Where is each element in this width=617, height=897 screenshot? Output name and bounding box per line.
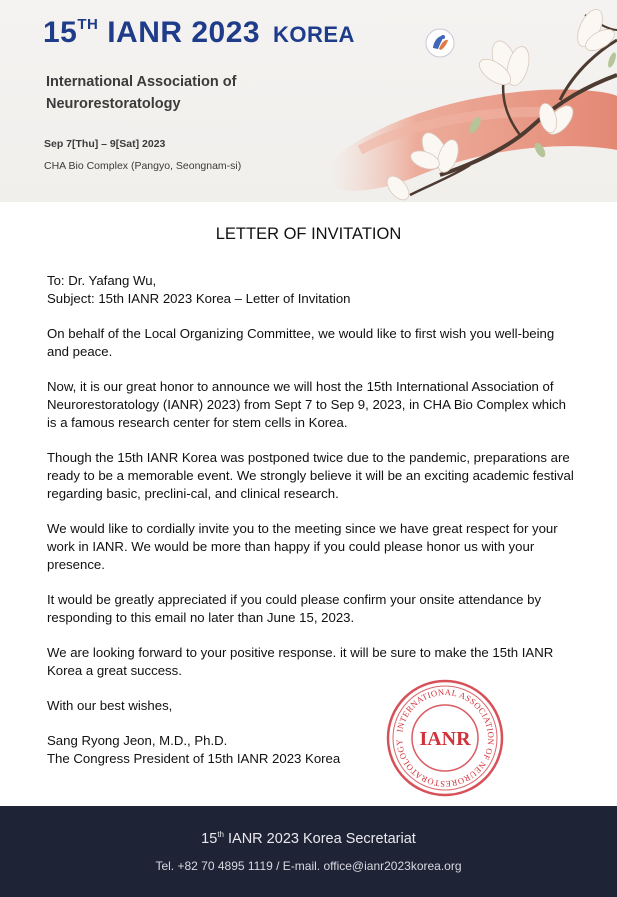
footer-title xyxy=(0,830,617,847)
title-country: KOREA xyxy=(272,22,355,47)
paragraph-invitation: We would like to cordially invite you to the meeting since we have great respect for your work in IANR. We would be more than happy if you could please honor us with your presence. xyxy=(47,521,558,572)
title-number: 15 xyxy=(43,16,78,49)
organization-name xyxy=(46,71,306,115)
event-venue: CHA Bio Complex (Pangyo, Seongnam-si) xyxy=(44,160,242,172)
header-banner xyxy=(0,0,617,202)
paragraph-postponed: Though the 15th IANR Korea was postponed twice due to the pandemic, preparations are ready to be a memorable event. We strongly believe it will be an exciting academic festival regarding basic, preclini-cal, and clinical research. xyxy=(47,450,574,501)
org-line-1: International Association of xyxy=(46,74,237,90)
signer-name: Sang Ryong Jeon, M.D., Ph.D. xyxy=(47,733,228,748)
seal-ring-text: INTERNATIONAL ASSOCIATION OF NEURORESTORATOLOGY xyxy=(393,686,497,790)
letter-header xyxy=(47,272,577,308)
title-ordinal: TH xyxy=(77,16,99,33)
footer-title-ordinal: th xyxy=(217,830,224,839)
signer-title: The Congress President of 15th IANR 2023 Korea xyxy=(47,751,341,766)
ianr-logo-icon xyxy=(425,28,455,58)
paragraph-announcement: Now, it is our great honor to announce we will host the 15th International Association of Neurorestoratology (IANR) 2023) from Sept 7 to Sep 9, 2023, in CHA Bio Complex which is a famous research center for stem cells in Korea. xyxy=(47,379,566,430)
closing-line: With our best wishes, xyxy=(47,698,173,713)
event-dates: Sep 7[Thu] – 9[Sat] 2023 xyxy=(44,138,166,150)
footer-contact: Tel. +82 70 4895 1119 / E-mail. office@ianr2023korea.org xyxy=(155,859,462,873)
recipient-line: To: Dr. Yafang Wu, xyxy=(47,273,157,288)
paragraph-wishes: On behalf of the Local Organizing Committee, we would like to first wish you well-being and peace. xyxy=(47,326,555,359)
footer-title-rest: IANR 2023 Korea Secretariat xyxy=(223,831,416,847)
letter-title: LETTER OF INVITATION xyxy=(215,225,402,243)
org-line-2: Neurorestoratology xyxy=(46,96,181,112)
seal-center-text: IANR xyxy=(419,728,471,750)
footer-title-number: 15 xyxy=(201,831,218,847)
title-main: IANR 2023 xyxy=(98,16,261,49)
footer-bar xyxy=(0,806,617,897)
paragraph-confirm: It would be greatly appreciated if you could please confirm your onsite attendance by responding to this email no later than June 15, 2023. xyxy=(47,592,542,625)
ianr-official-seal xyxy=(385,678,505,798)
subject-line: Subject: 15th IANR 2023 Korea – Letter of Invitation xyxy=(47,291,351,306)
conference-title xyxy=(43,16,355,50)
paragraph-closing-remarks: We are looking forward to your positive response. it will be sure to make the 15th IANR Korea a great success. xyxy=(47,645,554,678)
